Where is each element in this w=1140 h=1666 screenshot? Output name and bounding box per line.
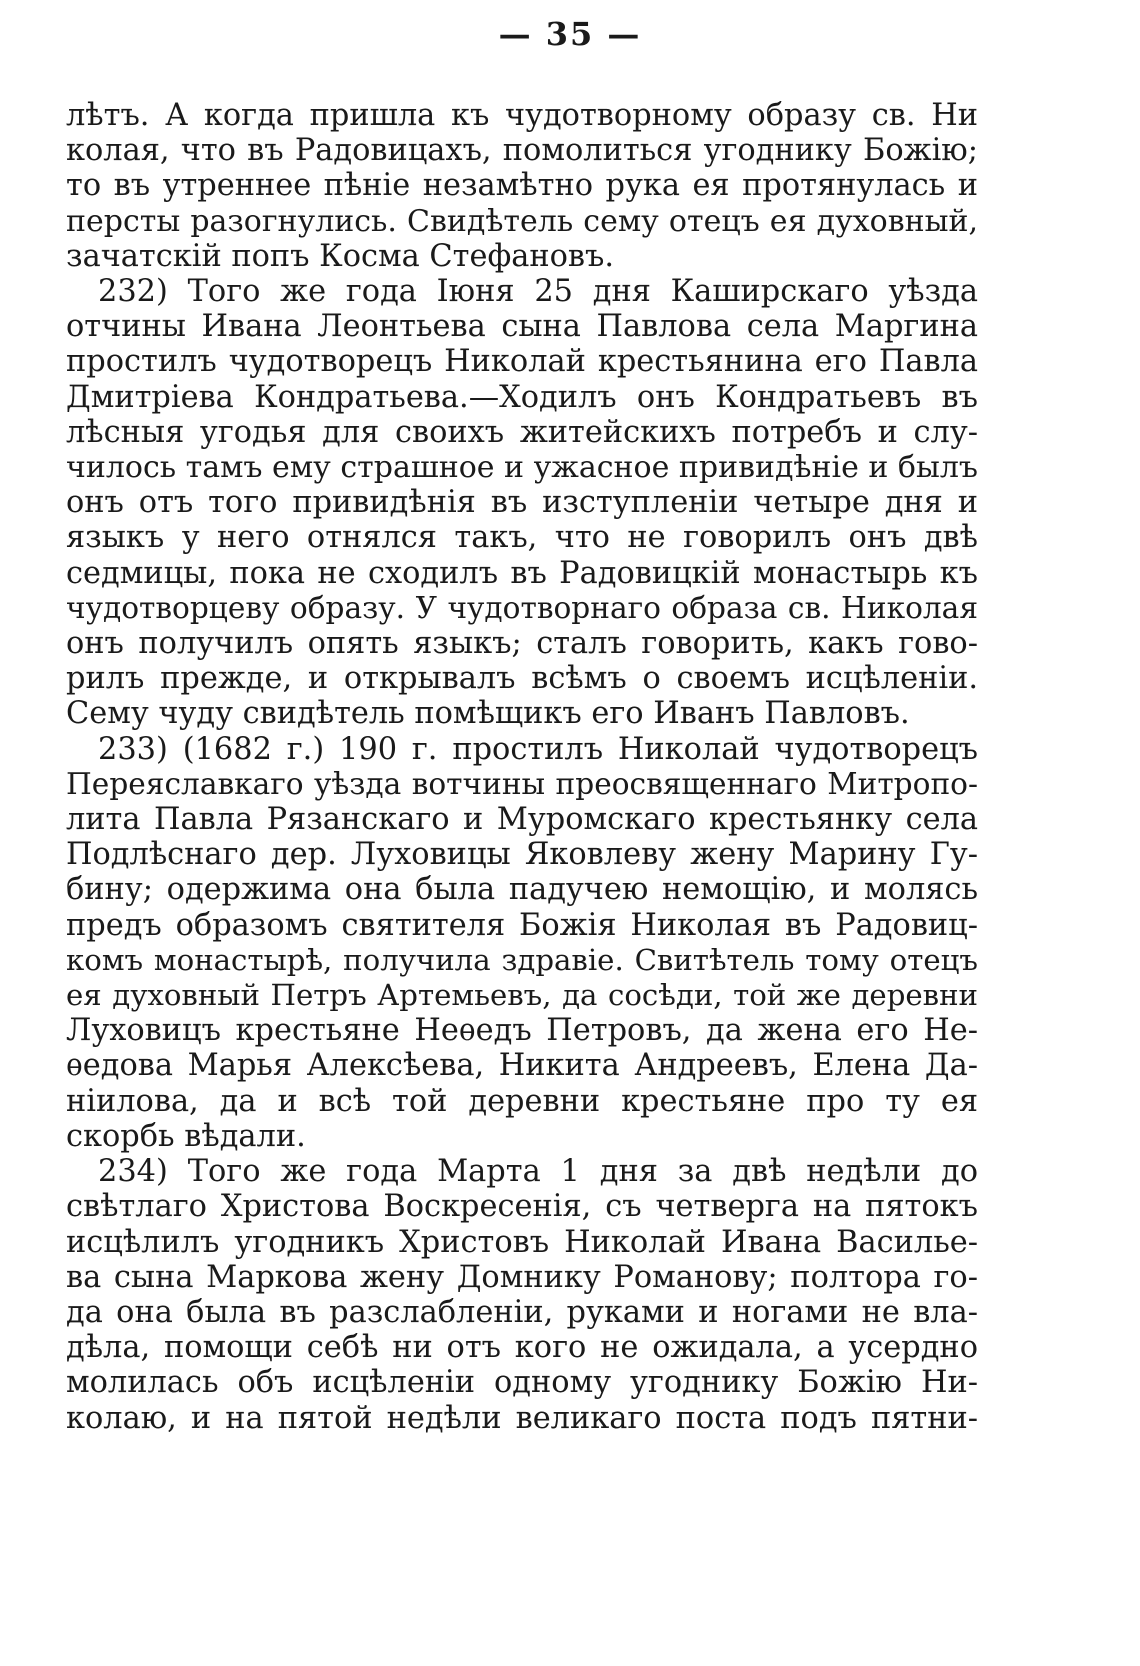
text-line: отчины Ивана Леонтьева сына Павлова села Маргина [66,309,978,345]
text-line: дѣла, помощи себѣ ни отъ кого не ожидала, а усердно [66,1330,978,1366]
page-number: — 35 — [498,15,642,53]
text-line: Сему чуду свидѣтель помѣщикъ его Иванъ Павловъ. [66,696,910,732]
text-line: Подлѣснаго дер. Луховицы Яковлеву жену Марину Гу- [66,837,978,873]
text-line: колаю, и на пятой недѣли великаго поста подъ пятни- [66,1400,978,1436]
text-line: Переяславкаго уѣзда вотчины преосвященнаго Митропо- [66,766,978,801]
text-line: чилось тамъ ему страшное и ужасное привидѣніе и былъ [66,450,978,486]
text-line: Дмитріева Кондратьева.—Ходилъ онъ Кондратьевъ въ [66,379,978,415]
text-line: 234) Того же года Марта 1 дня за двѣ недѣли до [98,1154,978,1190]
text-line: ѳедова Марья Алексѣева, Никита Андреевъ, Елена Да- [66,1048,978,1084]
paragraph-234 [66,1154,978,1436]
page-body [66,98,978,1436]
text-line: седмицы, пока не сходилъ въ Радовицкій монастырь къ [66,555,978,591]
text-line: лѣтъ. А когда пришла къ чудотворному образу св. Ни [66,98,978,133]
text-line: ва сына Маркова жену Домнику Романову; полтора го- [66,1259,978,1295]
text-line: зачатскій попъ Косма Стефановъ. [66,238,615,274]
text-line: Луховицъ крестьяне Неѳедъ Петровъ, да жена его Не- [66,1013,978,1049]
paragraph-233 [66,732,978,1154]
paragraph-continuation [66,98,978,274]
text-line: ея духовный Петръ Артемьевъ, да сосѣди, той же деревни [66,978,978,1013]
text-line: комъ монастырѣ, получила здравіе. Свитѣтель тому отецъ [66,942,978,977]
text-line: 232) Того же года Іюня 25 дня Каширскаго уѣзда [98,274,978,310]
text-line: 233) (1682 г.) 190 г. простилъ Николай чудотворецъ [98,731,978,767]
text-line: лита Павла Рязанскаго и Муромскаго крестьянку села [66,802,978,838]
text-line: онъ отъ того привидѣнія въ изступленіи четыре дня и [66,485,978,521]
text-line: то въ утреннее пѣніе незамѣтно рука ея протянулась и [66,168,978,204]
text-line: свѣтлаго Христова Воскресенія, съ четверга на пятокъ [66,1189,978,1225]
text-line: колая, что въ Радовицахъ, помолиться угоднику Божію; [66,133,978,169]
text-line: бину; одержима она была падучею немощію, и молясь [66,872,978,908]
text-line: языкъ у него отнялся такъ, что не говорилъ онъ двѣ [66,520,978,556]
text-line: рилъ прежде, и открывалъ всѣмъ о своемъ исцѣленіи. [66,661,978,697]
text-line: молилась объ исцѣленіи одному угоднику Божію Ни- [66,1365,978,1401]
paragraph-232 [66,274,978,732]
text-line: скорбь вѣдали. [66,1118,306,1154]
text-line: исцѣлилъ угодникъ Христовъ Николай Ивана Василье- [66,1224,978,1260]
text-line: да она была въ разслабленіи, руками и ногами не вла- [66,1294,978,1330]
text-line: ніилова, да и всѣ той деревни крестьяне про ту ея [66,1083,978,1119]
text-line: лѣсныя угодья для своихъ житейскихъ потребъ и слу- [66,414,978,450]
text-line: персты разогнулись. Свидѣтель сему отецъ ея духовный, [66,203,978,239]
text-line: чудотворцеву образу. У чудотворнаго образа св. Николая [66,590,978,625]
text-line: простилъ чудотворецъ Николай крестьянина его Павла [66,344,978,380]
text-line: онъ получилъ опять языкъ; сталъ говорить, какъ гово- [66,626,978,662]
text-line: предъ образомъ святителя Божія Николая въ Радовиц- [66,907,978,943]
